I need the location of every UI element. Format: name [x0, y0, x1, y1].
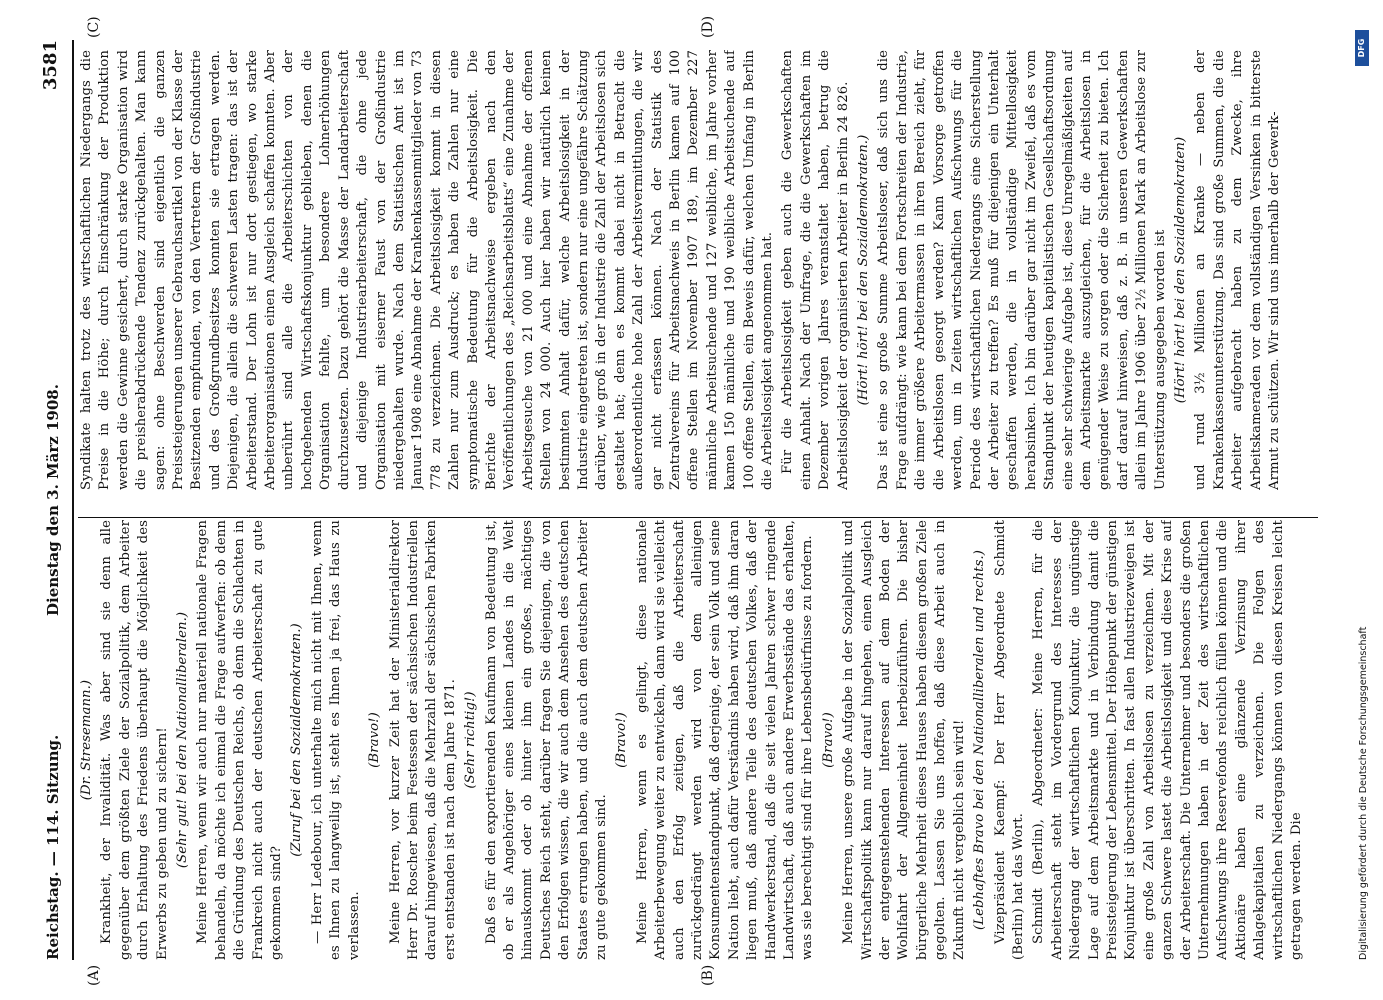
paragraph: Krankheit, der Invalidität. Was aber sind sie denn alle gegenüber dem größten Ziele der Sozialpolitik, dem Arbeiter durch Erhaltung des Friedens überhaupt die Möglichkeit des Erwerbs zu geben und zu sichern! [99, 520, 170, 960]
interjection: (Bravo!) [614, 712, 630, 768]
dfg-logo: DFG [1355, 30, 1369, 66]
header-session: Reichstag. — 114. Sitzung. [44, 734, 62, 960]
interjection: (Bravo!) [820, 712, 836, 768]
margin-letter-b: (B) [700, 964, 716, 986]
interjection: (Bravo!) [367, 712, 383, 768]
paragraph: Daß es für den exportierenden Kaufmann von Bedeutung ist, ob er als Angehöriger eines kleinen Landes in die Welt hinauskommt oder ob hinter ihm ein großes, mächtiges Deutsches Reich steht, darüber fragen Sie diejenigen, die von den Erfolgen wissen, die wir auch dem Ansehen des deutschen Staates errungen haben, und die auch dem deutschen Arbeiter zu gute gekommen sind. [483, 520, 609, 960]
paragraph: Meine Herren, wenn es gelingt, diese nationale Arbeiterbewegung weiter zu entwickeln, dann wird sie vielleicht auch den Erfolg zeitigen, daß die Arbeiterschaft zurückgedrängt werden wird von dem alleinigen Konsumentenstandpunkt, daß derjenige, der sein Volk und seine Nation liebt, auch dafür Verständnis haben wird, daß ihm daran liegen muß, daß andere Teile des deutschen Volkes, daß der Handwerkerstand, daß die seit vielen Jahren schwer ringende Landwirtschaft, daß auch andere Erwerbsstände das erhalten, was sie berechtigt sind für ihre Lebensbedürfnisse zu fordern. [634, 520, 816, 960]
margin-letter-d: (D) [700, 15, 716, 38]
digitization-credit [1355, 30, 1373, 970]
speaker-tag: (Dr. Stresemann.) [79, 679, 94, 801]
interjection: (Zuruf bei den Sozialdemokraten.) [289, 623, 305, 857]
column-rule [78, 517, 1318, 518]
paragraph: Syndikate halten trotz des wirtschaftlichen Niedergangs die Preise in die Höhe; durch Einschränkung der Produktion werden die Gewinne gesichert, durch starke Organisation wird die preisherabdrückende Tendenz zurückgehalten. Man kann sagen: ohne Beschwerden sind eigentlich die ganzen Preissteigerungen unserer Gebrauchsartikel von der Klasse der Besitzenden empfunden, von den Vertretern der Großindustrie und des Großgrundbesitzes konnten sie ertragen werden. Diejenigen, die allein die schweren Lasten tragen: das ist der Arbeiterstand. Der Lohn ist nur dort gestiegen, wo starke Arbeiterorganisationen einen Ausgleich schaffen konnten. Aber unberührt sind alle die Arbeiterschichten von der hochgehenden Wirtschaftskonjunktur geblieben, denen die Organisation fehlte, um besondere Lohnerhöhungen durchzusetzen. Dazu gehört die Masse der Landarbeiterschaft und diejenige Industriearbeiterschaft, die ohne jede Organisation mit eiserner Faust von der Großindustrie niedergehalten wurde. Nach dem Statistischen Amt ist im Januar 1908 eine Abnahme der Krankenkassenmitglieder von 73 778 zu verzeichnen. Die Arbeitslosigkeit kommt in diesen Zahlen nur zum Ausdruck; es haben die Zahlen nur eine symptomatische Bedeutung für die Arbeitslosigkeit. Die Berichte der Arbeitsnachweise ergeben nach den Veröffentlichungen des „Reichsarbeitsblatts“ eine Zunahme der Arbeitsgesuche von 21 000 und eine Abnahme der offenen Stellen von 24 000. Auch hier haben wir natürlich keinen bestimmten Anhalt dafür, welche Arbeitslosigkeit in der Industrie eingetreten ist, sondern nur eine ungefähre Schätzung darüber, wie groß in der Industrie die Zahl der Arbeitslosen sich gestaltet hat; denn es kommt dabei nicht in Betracht die außerordentliche hohe Zahl der Arbeitsvermittlungen, die wir gar nicht erfassen können. Nach der Statistik des Zentralvereins für Arbeitsnachweis in Berlin kamen auf 100 offene Stellen im November 1907 189, im Dezember 227 männliche Arbeitsuchende und 127 weibliche, im Jahre vorher kamen 150 männliche und 190 weibliche Arbeitsuchende auf 100 offene Stellen, ein Beweis dafür, welchen Umfang in Berlin die Arbeitslosigkeit angenommen hat. [79, 50, 776, 490]
interjection: (Sehr richtig!) [463, 691, 479, 789]
header-rule [72, 40, 74, 960]
paragraph: Meine Herren, unsere große Aufgabe in der Sozialpolitik und Wirtschaftspolitik kann nur darauf hingehen, einen Ausgleich der entgegenstehenden Interessen auf dem Boden der Wohlfahrt der Allgemeinheit herbeizuführen. Die bisher bürgerliche Mehrheit dieses Hauses haben diesem großen Ziele gegolten. Lassen Sie uns hoffen, daß diese Arbeit auch in Zukunft nicht vergeblich sein wird! [841, 520, 967, 960]
page-number: 3581 [40, 40, 61, 91]
paragraph: Meine Herren, wenn wir auch nur materiell nationale Fragen behandeln, da möchte ich einmal die Frage aufwerfen: ob denn die Gründung des Deutschen Reichs, ob denn die Schlachten in Frankreich nicht auch der deutschen Arbeiterschaft zu gute gekommen sind? [195, 520, 285, 960]
margin-letter-a: (A) [86, 964, 102, 986]
credit-text: Digitalisierung gefördert durch die Deutsche Forschungsgemeinschaft [1358, 626, 1369, 960]
paragraph: — Herr Ledebour, ich unterhalte mich nicht mit Ihnen, wenn es Ihnen zu langweilig ist, steht es Ihnen ja frei, das Haus zu verlassen. [309, 520, 362, 960]
paragraph: Meine Herren, vor kurzer Zeit hat der Ministerialdirektor Herr Dr. Roscher beim Festessen der sächsischen Industriellen darauf hingewiesen, daß die Mehrzahl der sächsischen Fabriken erst entstanden ist nach dem Jahre 1871. [387, 520, 458, 960]
interjection: (Hört! hört! bei den Sozialdemokraten.) [856, 134, 872, 406]
paragraph: Für die Arbeitslosigkeit geben auch die Gewerkschaften einen Anhalt. Nach der Umfrage, die die Gewerkschaften im Dezember vorigen Jahres veranstaltet haben, betrug die Arbeitslosigkeit der organisierten Arbeiter in Berlin 24 826. [780, 50, 851, 490]
header-date: Dienstag den 3. März 1908. [44, 384, 62, 616]
margin-letter-c: (C) [86, 16, 102, 38]
interjection: (Hört! hört! bei den Sozialdemokraten) [1172, 136, 1188, 404]
page-header [38, 40, 66, 960]
right-column [78, 50, 1328, 490]
paragraph: und rund 3½ Millionen an Kranke — neben der Krankenkassenunterstützung. Das sind große Summen, die die Arbeiter aufgebracht haben zu dem Zwecke, ihre Arbeitskameraden vor dem vollständigen Versinken in bitterste Armut zu schützen. Wir sind uns innerhalb der Gewerk- [1193, 50, 1282, 490]
left-column [78, 520, 1328, 960]
interjection: (Lebhaftes Bravo bei den Nationalliberalen und rechts.) [972, 550, 988, 930]
paragraph: Schmidt (Berlin), Abgeordneter: Meine Herren, für die Arbeiterschaft steht im Vordergrund des Interesses der Niedergang der wirtschaftlichen Konjunktur, die ungünstige Lage auf dem Arbeitsmarkte und in Verbindung damit die Preissteigerung der Lebensmittel. Der Höhepunkt der günstigen Konjunktur ist überschritten. In fast allen Industriezweigen ist eine große Zahl von Arbeitslosen zu verzeichnen. Mit der ganzen Schwere lastet die Arbeitslosigkeit und diese Krise auf der Arbeiterschaft. Die Unternehmer und besonders die großen Unternehmungen haben in der Zeit des wirtschaftlichen Aufschwungs ihre Reservefonds reichlich füllen können und die Aktionäre haben eine glänzende Verzinsung ihrer Anlagekapitalien zu verzeichnen. Die Folgen des wirtschaftlichen Niedergangs können von diesen Kreisen leicht getragen werden. Die [1031, 520, 1304, 960]
paragraph: Das ist eine so große Summe Arbeitsloser, daß sich uns die Frage aufdrängt: wie kann bei dem Fortschreiten der Industrie, die immer größere Arbeitermassen in ihren Bereich zieht, für die Arbeitslosen gesorgt werden? Kann Vorsorge getroffen werden, um in Zeiten wirtschaftlichen Aufschwungs für die Periode des wirtschaftlichen Niedergangs eine Sicherstellung der Arbeiter zu treffen? Es muß für diejenigen ein Unterhalt geschaffen werden, die in vollständige Mittellosigkeit herabsinken. Ich bin darüber gar nicht im Zweifel, daß es vom Standpunkt der heutigen kapitalistischen Gesellschaftsordnung eine sehr schwierige Aufgabe ist, diese Unregelmäßigkeiten auf dem Arbeitsmarkte auszugleichen, für die Arbeitslosen in genügender Weise zu sorgen oder die Sicherheit zu bieten. Ich darf darauf hinweisen, daß z. B. in unseren Gewerkschaften allein im Jahre 1906 über 2½ Millionen Mark an Arbeitslose zur Unterstützung ausgegeben worden ist [876, 50, 1168, 490]
chair-announcement: Vizepräsident Kaempf: Der Herr Abgeordnete Schmidt (Berlin) hat das Wort. [992, 520, 1026, 960]
interjection: (Sehr gut! bei den Nationalliberalen.) [175, 611, 191, 869]
